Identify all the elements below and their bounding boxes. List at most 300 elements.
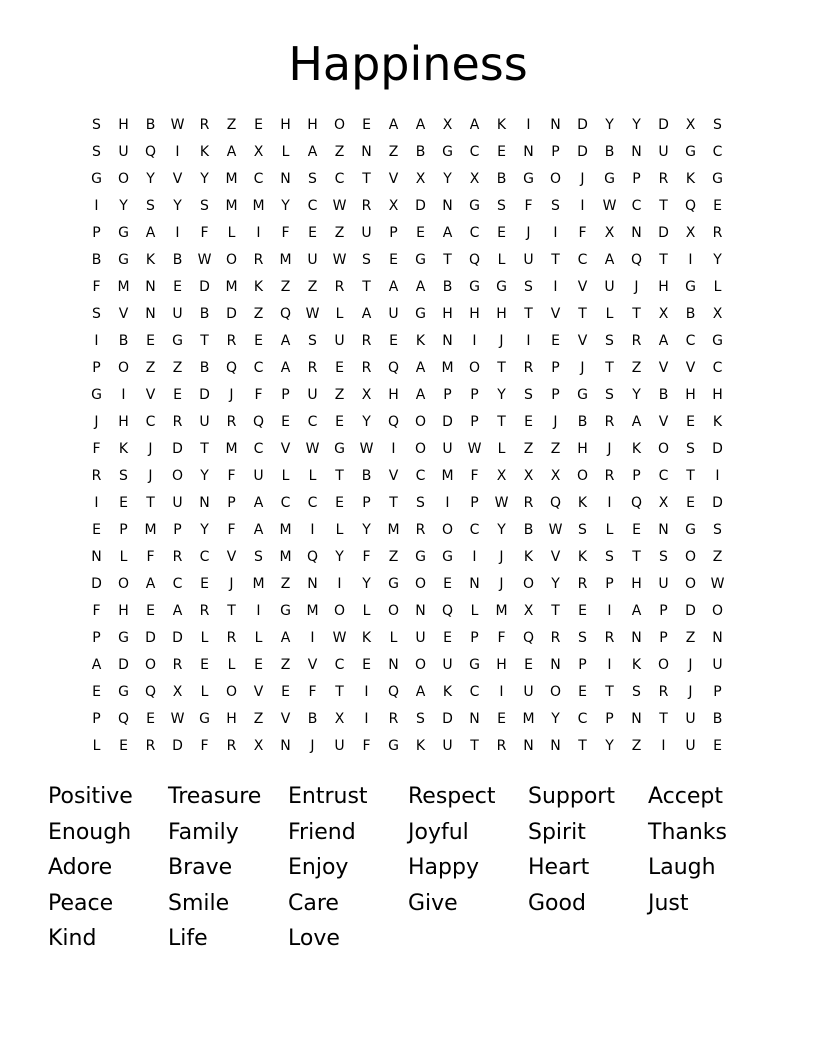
grid-letter[interactable]: E [119,495,128,511]
grid-letter[interactable]: L [497,441,506,457]
grid-letter[interactable]: X [334,711,345,727]
grid-letter[interactable]: F [92,279,101,295]
grid-letter[interactable]: E [524,657,533,673]
grid-letter[interactable]: E [713,738,722,754]
grid-letter[interactable]: A [172,603,183,619]
grid-letter[interactable]: I [472,549,477,565]
grid-letter[interactable]: P [92,360,101,376]
grid-letter[interactable]: Y [551,711,560,727]
grid-letter[interactable]: Q [630,252,643,268]
grid-letter[interactable]: V [685,360,696,376]
grid-letter[interactable]: V [253,684,264,700]
grid-letter[interactable]: X [361,387,372,403]
grid-letter[interactable]: Z [334,225,345,241]
grid-letter[interactable]: Y [362,576,371,592]
grid-letter[interactable]: S [254,549,263,565]
grid-letter[interactable]: S [524,387,533,403]
grid-letter[interactable]: S [416,495,425,511]
grid-letter[interactable]: R [226,333,237,349]
grid-letter[interactable]: G [685,279,696,295]
grid-letter[interactable]: W [305,306,320,322]
grid-letter[interactable]: L [335,306,344,322]
grid-letter[interactable]: G [712,171,723,187]
grid-letter[interactable]: T [200,333,209,349]
grid-letter[interactable]: R [658,684,669,700]
grid-letter[interactable]: O [117,576,130,592]
grid-letter[interactable]: E [92,522,101,538]
grid-letter[interactable]: Q [630,495,643,511]
grid-letter[interactable]: T [605,360,614,376]
grid-letter[interactable]: H [658,279,669,295]
grid-letter[interactable]: N [658,522,669,538]
grid-letter[interactable]: H [118,603,129,619]
grid-letter[interactable]: E [146,711,155,727]
grid-letter[interactable]: U [388,306,399,322]
grid-letter[interactable]: Z [550,441,561,457]
grid-letter[interactable]: S [578,630,587,646]
grid-letter[interactable]: I [310,630,315,646]
grid-letter[interactable]: W [467,441,482,457]
grid-letter[interactable]: R [523,495,534,511]
grid-letter[interactable]: I [553,279,558,295]
grid-letter[interactable]: U [712,657,723,673]
grid-letter[interactable]: O [468,360,481,376]
grid-letter[interactable]: Q [468,252,481,268]
grid-letter[interactable]: O [414,576,427,592]
grid-letter[interactable]: T [335,684,344,700]
grid-letter[interactable]: C [172,576,183,592]
grid-letter[interactable]: I [607,603,612,619]
grid-letter[interactable]: C [199,549,210,565]
grid-letter[interactable]: J [580,171,585,187]
grid-letter[interactable]: G [172,333,183,349]
grid-letter[interactable]: E [335,495,344,511]
grid-letter[interactable]: T [362,279,371,295]
grid-letter[interactable]: T [551,252,560,268]
grid-letter[interactable]: N [469,576,480,592]
grid-letter[interactable]: X [523,603,534,619]
grid-letter[interactable]: E [281,414,290,430]
grid-letter[interactable]: A [280,333,291,349]
grid-letter[interactable]: S [119,468,128,484]
grid-letter[interactable]: I [499,684,504,700]
grid-letter[interactable]: P [92,225,101,241]
grid-letter[interactable]: E [146,603,155,619]
grid-letter[interactable]: P [713,684,722,700]
grid-letter[interactable]: L [470,603,479,619]
grid-letter[interactable]: X [604,225,615,241]
grid-letter[interactable]: F [497,630,506,646]
grid-letter[interactable]: S [713,522,722,538]
grid-letter[interactable]: A [658,333,669,349]
grid-letter[interactable]: X [172,684,183,700]
grid-letter[interactable]: A [604,252,615,268]
grid-letter[interactable]: L [497,252,506,268]
grid-letter[interactable]: R [199,117,210,133]
grid-letter[interactable]: W [170,711,185,727]
grid-letter[interactable]: U [442,738,453,754]
grid-letter[interactable]: T [146,495,155,511]
grid-letter[interactable]: R [226,630,237,646]
grid-letter[interactable]: Q [387,684,400,700]
grid-letter[interactable]: I [94,495,99,511]
grid-letter[interactable]: G [91,171,102,187]
grid-letter[interactable]: S [416,711,425,727]
grid-letter[interactable]: V [118,306,129,322]
grid-letter[interactable]: J [94,414,99,430]
grid-letter[interactable]: I [580,198,585,214]
grid-letter[interactable]: S [551,198,560,214]
grid-letter[interactable]: Y [200,468,209,484]
grid-letter[interactable]: K [496,117,507,133]
grid-letter[interactable]: T [497,414,506,430]
grid-letter[interactable]: L [92,738,101,754]
grid-letter[interactable]: N [280,738,291,754]
grid-letter[interactable]: A [253,522,264,538]
grid-letter[interactable]: E [578,684,587,700]
grid-letter[interactable]: M [441,360,454,376]
grid-letter[interactable]: U [604,279,615,295]
grid-letter[interactable]: F [92,441,101,457]
grid-letter[interactable]: G [415,252,426,268]
grid-letter[interactable]: O [576,468,589,484]
grid-letter[interactable]: S [497,198,506,214]
grid-letter[interactable]: N [91,549,102,565]
grid-letter[interactable]: F [227,522,236,538]
grid-letter[interactable]: N [523,144,534,160]
grid-letter[interactable]: J [607,441,612,457]
grid-letter[interactable]: U [307,387,318,403]
grid-letter[interactable]: E [335,360,344,376]
grid-letter[interactable]: G [415,306,426,322]
grid-letter[interactable]: U [253,468,264,484]
grid-letter[interactable]: F [92,603,101,619]
grid-letter[interactable]: E [389,252,398,268]
grid-letter[interactable]: P [443,387,452,403]
grid-letter[interactable]: I [364,711,369,727]
grid-letter[interactable]: O [441,522,454,538]
grid-letter[interactable]: M [117,279,130,295]
grid-letter[interactable]: G [388,576,399,592]
grid-letter[interactable]: E [335,414,344,430]
grid-letter[interactable]: D [91,576,102,592]
grid-letter[interactable]: M [306,603,319,619]
grid-letter[interactable]: C [253,441,264,457]
grid-letter[interactable]: N [631,225,642,241]
grid-letter[interactable]: B [577,414,588,430]
grid-letter[interactable]: I [337,576,342,592]
grid-letter[interactable]: D [172,630,183,646]
grid-letter[interactable]: B [361,468,372,484]
grid-letter[interactable]: G [442,144,453,160]
grid-letter[interactable]: C [307,198,318,214]
grid-letter[interactable]: U [361,225,372,241]
grid-letter[interactable]: X [253,144,264,160]
grid-letter[interactable]: H [712,387,723,403]
grid-letter[interactable]: R [550,630,561,646]
grid-letter[interactable]: I [94,198,99,214]
grid-letter[interactable]: X [685,225,696,241]
grid-letter[interactable]: E [389,333,398,349]
grid-letter[interactable]: X [658,495,669,511]
grid-letter[interactable]: E [443,630,452,646]
grid-letter[interactable]: M [522,711,535,727]
grid-letter[interactable]: Z [388,144,399,160]
grid-letter[interactable]: J [499,549,504,565]
grid-letter[interactable]: X [415,171,426,187]
grid-letter[interactable]: C [631,198,642,214]
grid-letter[interactable]: T [470,738,479,754]
grid-letter[interactable]: Q [144,684,157,700]
grid-letter[interactable]: C [469,522,480,538]
grid-letter[interactable]: B [442,279,453,295]
grid-letter[interactable]: P [362,495,371,511]
grid-letter[interactable]: E [254,117,263,133]
grid-letter[interactable]: Q [684,198,697,214]
grid-letter[interactable]: H [226,711,237,727]
grid-letter[interactable]: C [712,360,723,376]
grid-letter[interactable]: R [388,711,399,727]
grid-letter[interactable]: F [362,549,371,565]
grid-letter[interactable]: G [91,387,102,403]
grid-letter[interactable]: O [414,657,427,673]
grid-letter[interactable]: W [359,441,374,457]
grid-letter[interactable]: R [604,630,615,646]
grid-letter[interactable]: A [469,117,480,133]
grid-letter[interactable]: L [389,630,398,646]
grid-letter[interactable]: E [551,333,560,349]
grid-letter[interactable]: E [173,279,182,295]
grid-letter[interactable]: B [172,252,183,268]
grid-letter[interactable]: V [658,414,669,430]
grid-letter[interactable]: A [631,414,642,430]
grid-letter[interactable]: H [577,441,588,457]
grid-letter[interactable]: I [445,495,450,511]
grid-letter[interactable]: O [117,360,130,376]
grid-letter[interactable]: C [469,684,480,700]
grid-letter[interactable]: V [550,306,561,322]
grid-letter[interactable]: O [171,468,184,484]
grid-letter[interactable]: V [307,657,318,673]
grid-letter[interactable]: A [253,495,264,511]
grid-letter[interactable]: L [713,279,722,295]
grid-letter[interactable]: V [388,468,399,484]
grid-letter[interactable]: Y [443,171,452,187]
grid-letter[interactable]: Z [226,117,237,133]
grid-letter[interactable]: B [658,387,669,403]
grid-letter[interactable]: I [391,441,396,457]
grid-letter[interactable]: U [415,630,426,646]
grid-letter[interactable]: O [144,657,157,673]
grid-letter[interactable]: B [496,171,507,187]
grid-letter[interactable]: E [254,657,263,673]
grid-letter[interactable]: W [494,495,509,511]
grid-letter[interactable]: T [443,252,452,268]
grid-letter[interactable]: R [361,360,372,376]
grid-letter[interactable]: S [524,279,533,295]
grid-letter[interactable]: Z [685,630,696,646]
grid-letter[interactable]: N [280,171,291,187]
grid-letter[interactable]: I [526,117,531,133]
grid-letter[interactable]: D [712,441,723,457]
grid-letter[interactable]: O [549,171,562,187]
grid-letter[interactable]: X [550,468,561,484]
grid-letter[interactable]: C [334,657,345,673]
grid-letter[interactable]: U [658,144,669,160]
grid-letter[interactable]: C [685,333,696,349]
grid-letter[interactable]: P [92,630,101,646]
grid-letter[interactable]: D [118,657,129,673]
grid-letter[interactable]: Y [632,387,641,403]
grid-letter[interactable]: W [602,198,617,214]
grid-letter[interactable]: M [279,522,292,538]
grid-letter[interactable]: T [227,603,236,619]
grid-letter[interactable]: M [144,522,157,538]
grid-letter[interactable]: P [551,360,560,376]
grid-letter[interactable]: X [253,738,264,754]
grid-letter[interactable]: O [117,171,130,187]
grid-letter[interactable]: R [172,414,183,430]
grid-letter[interactable]: V [577,333,588,349]
grid-letter[interactable]: G [577,387,588,403]
grid-letter[interactable]: U [334,333,345,349]
grid-letter[interactable]: X [442,117,453,133]
grid-letter[interactable]: F [308,684,317,700]
grid-letter[interactable]: C [469,144,480,160]
grid-letter[interactable]: K [577,495,588,511]
grid-letter[interactable]: F [200,225,209,241]
grid-letter[interactable]: H [280,117,291,133]
grid-letter[interactable]: S [92,144,101,160]
grid-letter[interactable]: J [499,333,504,349]
grid-letter[interactable]: R [172,657,183,673]
grid-letter[interactable]: T [659,711,668,727]
grid-letter[interactable]: Z [280,657,291,673]
grid-letter[interactable]: S [146,198,155,214]
grid-letter[interactable]: D [577,144,588,160]
grid-letter[interactable]: T [686,468,695,484]
grid-letter[interactable]: M [279,252,292,268]
grid-letter[interactable]: T [335,468,344,484]
grid-letter[interactable]: C [415,468,426,484]
grid-letter[interactable]: A [91,657,102,673]
grid-letter[interactable]: W [197,252,212,268]
grid-letter[interactable]: G [685,144,696,160]
grid-letter[interactable]: G [415,549,426,565]
grid-letter[interactable]: A [415,279,426,295]
grid-letter[interactable]: L [200,630,209,646]
grid-letter[interactable]: E [578,603,587,619]
grid-letter[interactable]: E [362,117,371,133]
grid-letter[interactable]: L [200,684,209,700]
grid-letter[interactable]: R [253,252,264,268]
grid-letter[interactable]: B [199,306,210,322]
grid-letter[interactable]: H [388,387,399,403]
grid-letter[interactable]: P [389,225,398,241]
grid-letter[interactable]: C [334,171,345,187]
grid-letter[interactable]: B [91,252,102,268]
grid-letter[interactable]: T [200,441,209,457]
grid-letter[interactable]: I [553,225,558,241]
grid-letter[interactable]: M [387,522,400,538]
grid-letter[interactable]: K [118,441,129,457]
grid-letter[interactable]: X [712,306,723,322]
grid-letter[interactable]: U [442,657,453,673]
grid-letter[interactable]: R [658,171,669,187]
grid-letter[interactable]: Z [280,576,291,592]
grid-letter[interactable]: Q [306,549,319,565]
grid-letter[interactable]: Y [605,117,614,133]
grid-letter[interactable]: L [281,144,290,160]
grid-letter[interactable]: T [551,603,560,619]
grid-letter[interactable]: V [172,171,183,187]
grid-letter[interactable]: E [308,225,317,241]
grid-letter[interactable]: H [496,306,507,322]
grid-letter[interactable]: N [523,738,534,754]
grid-letter[interactable]: S [362,252,371,268]
grid-letter[interactable]: J [229,387,234,403]
grid-letter[interactable]: D [199,387,210,403]
grid-letter[interactable]: D [442,414,453,430]
grid-letter[interactable]: H [307,117,318,133]
grid-letter[interactable]: J [526,225,531,241]
grid-letter[interactable]: T [605,684,614,700]
grid-letter[interactable]: J [310,738,315,754]
grid-letter[interactable]: N [388,657,399,673]
grid-letter[interactable]: P [551,144,560,160]
grid-letter[interactable]: X [658,306,669,322]
grid-letter[interactable]: C [253,171,264,187]
grid-letter[interactable]: S [659,549,668,565]
grid-letter[interactable]: E [524,414,533,430]
grid-letter[interactable]: T [578,306,587,322]
grid-letter[interactable]: I [607,657,612,673]
grid-letter[interactable]: O [684,576,697,592]
grid-letter[interactable]: T [497,360,506,376]
grid-letter[interactable]: C [658,468,669,484]
grid-letter[interactable]: K [361,630,372,646]
grid-letter[interactable]: W [548,522,563,538]
grid-letter[interactable]: E [497,711,506,727]
grid-letter[interactable]: K [631,441,642,457]
grid-letter[interactable]: U [523,252,534,268]
grid-letter[interactable]: Z [631,360,642,376]
grid-letter[interactable]: J [634,279,639,295]
grid-letter[interactable]: I [472,333,477,349]
grid-letter[interactable]: A [442,225,453,241]
grid-letter[interactable]: N [199,495,210,511]
grid-letter[interactable]: I [175,225,180,241]
grid-letter[interactable]: R [91,468,102,484]
grid-letter[interactable]: Y [200,171,209,187]
grid-letter[interactable]: D [226,306,237,322]
grid-letter[interactable]: D [658,117,669,133]
grid-letter[interactable]: V [280,441,291,457]
grid-letter[interactable]: N [307,576,318,592]
grid-letter[interactable]: H [118,117,129,133]
grid-letter[interactable]: Y [119,198,128,214]
grid-letter[interactable]: P [470,387,479,403]
grid-letter[interactable]: X [685,117,696,133]
grid-letter[interactable]: K [415,738,426,754]
grid-letter[interactable]: W [710,576,725,592]
grid-letter[interactable]: R [334,279,345,295]
grid-letter[interactable]: R [361,333,372,349]
grid-letter[interactable]: Y [335,549,344,565]
grid-letter[interactable]: Y [281,198,290,214]
grid-letter[interactable]: E [173,387,182,403]
grid-letter[interactable]: E [200,576,209,592]
